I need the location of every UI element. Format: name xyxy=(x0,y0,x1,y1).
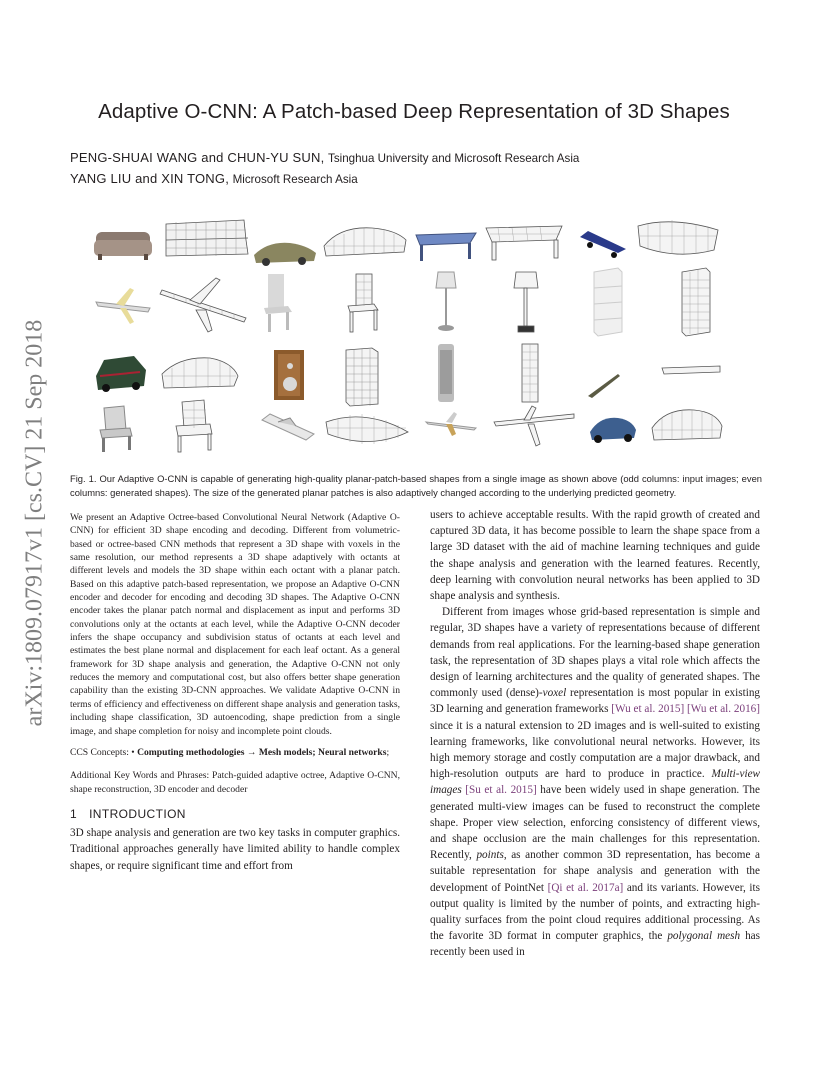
speaker-input-image xyxy=(266,346,314,406)
citation-link[interactable]: [Su et al. 2015] xyxy=(465,784,537,797)
citation-link[interactable]: [Qi et al. 2017a] xyxy=(547,881,624,894)
table-generated-mesh xyxy=(482,216,568,270)
intro-paragraph-left: 3D shape analysis and generation are two key tasks in computer graphics. Traditional approaches generally have limited ability to handle complex shapes, or require significant time and effort from xyxy=(70,827,400,872)
arxiv-sidebar xyxy=(18,283,52,763)
paper-title: Adaptive O-CNN: A Patch-based Deep Representation of 3D Shapes xyxy=(98,100,730,123)
sports-car-input-image xyxy=(574,216,632,270)
ccs-concepts xyxy=(70,746,400,759)
ccs-end: ; xyxy=(386,746,390,758)
table-input-image xyxy=(410,218,482,272)
armchair-input-image xyxy=(94,402,138,456)
term-voxel: voxel xyxy=(542,687,567,700)
right-column xyxy=(430,507,760,961)
phone-generated-mesh xyxy=(518,340,542,406)
boat-generated-mesh xyxy=(320,404,414,452)
teaser-figure xyxy=(88,206,740,450)
section-heading xyxy=(70,808,400,821)
lamp-generated-mesh xyxy=(506,268,546,334)
text-run: since it is a natural extension to 2D images and is well-suited to existing learning frameworks, like convolutional neural networks. However, its high memory storage and costly computation are a major drawback, and high-resolution outputs are hard to produce in practice. xyxy=(430,719,760,781)
hatchback-input-image xyxy=(584,410,640,446)
cabinet-input-image xyxy=(588,266,628,338)
sofa-input-image xyxy=(90,214,156,268)
text-run: and its variants. However, its output quality is limited by the number of points, and extracting high-quality surfaces from the point cloud requires additional processing. As the favorite 3D format in computer graphics, the xyxy=(430,881,760,943)
rifle-input-image xyxy=(584,370,624,400)
lamp-input-image xyxy=(426,268,466,334)
citation-link[interactable]: [Wu et al. 2015] xyxy=(611,703,685,716)
intro-paragraph-2 xyxy=(430,604,760,960)
jet-input-image xyxy=(422,410,480,440)
author-names-2: YANG LIU and XIN TONG, xyxy=(70,171,230,186)
ccs-label: CCS Concepts: • xyxy=(70,746,138,758)
intro-paragraph-1: users to achieve acceptable results. With the rapid growth of created and captured 3D data, it has become possible to learn the shape space from a large 3D dataset with the aid of machine learning techniques and guide the shape analysis and generation with the learned features. Recently, deep learning with convolution neural networks has been applied to 3D shape analysis and synthesis. xyxy=(430,509,760,603)
rifle-generated-mesh xyxy=(660,356,724,386)
text-run: , as another common 3D representation, has become a suitable representation for shape analysis and generation with the development of PointNet xyxy=(430,849,760,894)
author-block xyxy=(70,148,770,190)
sports-car-generated-mesh xyxy=(632,210,724,264)
airplane-generated-mesh xyxy=(154,270,254,340)
text-run: Different from images whose grid-based representation is simple and regular, 3D shapes have a variety of representations because of different demands from real applications. For the learning-based shape generation task, the representation of 3D shapes plays a vital role which affects the design of learning architectures and the quality of generated shapes. The commonly used (dense)- xyxy=(430,606,760,700)
chair-input-image xyxy=(254,270,304,334)
text-run: has recently been used in xyxy=(430,930,760,959)
hatchback-generated-mesh xyxy=(646,402,728,450)
sofa-generated-mesh xyxy=(160,210,252,264)
term-multiview: Multi-view images xyxy=(430,768,760,797)
section-title: INTRODUCTION xyxy=(89,806,186,821)
cabinet-generated-mesh xyxy=(676,266,716,338)
jeep-input-image xyxy=(90,346,152,400)
car-generated-mesh xyxy=(320,214,410,268)
text-run: representation is most popular in existing 3D learning and generation frameworks xyxy=(430,687,761,716)
author-line-1 xyxy=(70,148,770,169)
author-names-1: PENG-SHUAI WANG and CHUN-YU SUN, xyxy=(70,150,325,165)
abstract-text: We present an Adaptive Octree-based Convolutional Neural Network (Adaptive O-CNN) for efficient 3D shape encoding and decoding. Different from volumetric-based or octree-based CNN methods that represent a 3D shape with voxels in the same resolution, our method represents a 3D shape adaptively with octants at different levels and models the 3D shape within each octant with a planar patch. Based on this adaptive patch-based representation, we propose an Adaptive O-CNN encoder and decoder for encoding and decoding 3D shapes. The Adaptive O-CNN encoder takes the planar patch normal and displacement as input and performs 3D convolutions only at the octants at each level, while the Adaptive O-CNN decoder infers the shape occupancy and subdivision status of octants at each level and estimates the best plane normal and displacement for each leaf octant. As a general framework for 3D shape analysis and generation, the Adaptive O-CNN not only reduces the memory and computational cost, but also offers better shape generation capability than the existing 3D-CNN approaches. We validate Adaptive O-CNN in terms of efficiency and effectiveness on different shape analysis and generation tasks, including shape classification, 3D autoencoding, shape prediction from a single image, and shape completion for noisy and incomplete point clouds. xyxy=(70,512,400,737)
chair-generated-mesh xyxy=(338,270,388,334)
phone-input-image xyxy=(434,340,458,406)
author-affiliation-2: Microsoft Research Asia xyxy=(232,173,358,186)
airplane-input-image xyxy=(90,278,156,332)
arxiv-identifier: arXiv:1809.07917v1 [cs.CV] 21 Sep 2018 xyxy=(21,319,48,727)
text-run: have been widely used in shape generation. The generated multi-view images can be fused to reconstruct the complete shape. Proper view selection, enforcing consistency of different views, and shape occlusion are the main challenges for this representation. Recently, xyxy=(430,784,760,862)
keywords: Additional Key Words and Phrases: Patch-guided adaptive octree, Adaptive O-CNN, shape reconstruction, 3D encoder and decoder xyxy=(70,770,400,795)
ccs-terms: Computing methodologies → Mesh models; Neural networks xyxy=(137,746,387,758)
jet-generated-mesh xyxy=(488,402,580,452)
jeep-generated-mesh xyxy=(156,346,242,400)
author-affiliation-1: Tsinghua University and Microsoft Research Asia xyxy=(328,152,580,165)
citation-link[interactable]: [Wu et al. 2016] xyxy=(687,703,760,716)
term-polygonal-mesh: polygonal mesh xyxy=(667,930,741,943)
boat-input-image xyxy=(256,406,318,446)
left-column xyxy=(70,511,400,874)
armchair-generated-mesh xyxy=(170,396,220,456)
section-number: 1 xyxy=(70,806,78,821)
figure-caption: Fig. 1. Our Adaptive O-CNN is capable of generating high-quality planar-patch-based shapes from a single image as shown above (odd columns: input images; even columns: generated shapes). The size of the generated planar patches is also adaptively changed according to the underlying predicted geometry. xyxy=(70,473,762,498)
speaker-generated-mesh xyxy=(340,344,384,410)
author-line-2 xyxy=(70,169,770,190)
term-points: points xyxy=(476,849,504,862)
